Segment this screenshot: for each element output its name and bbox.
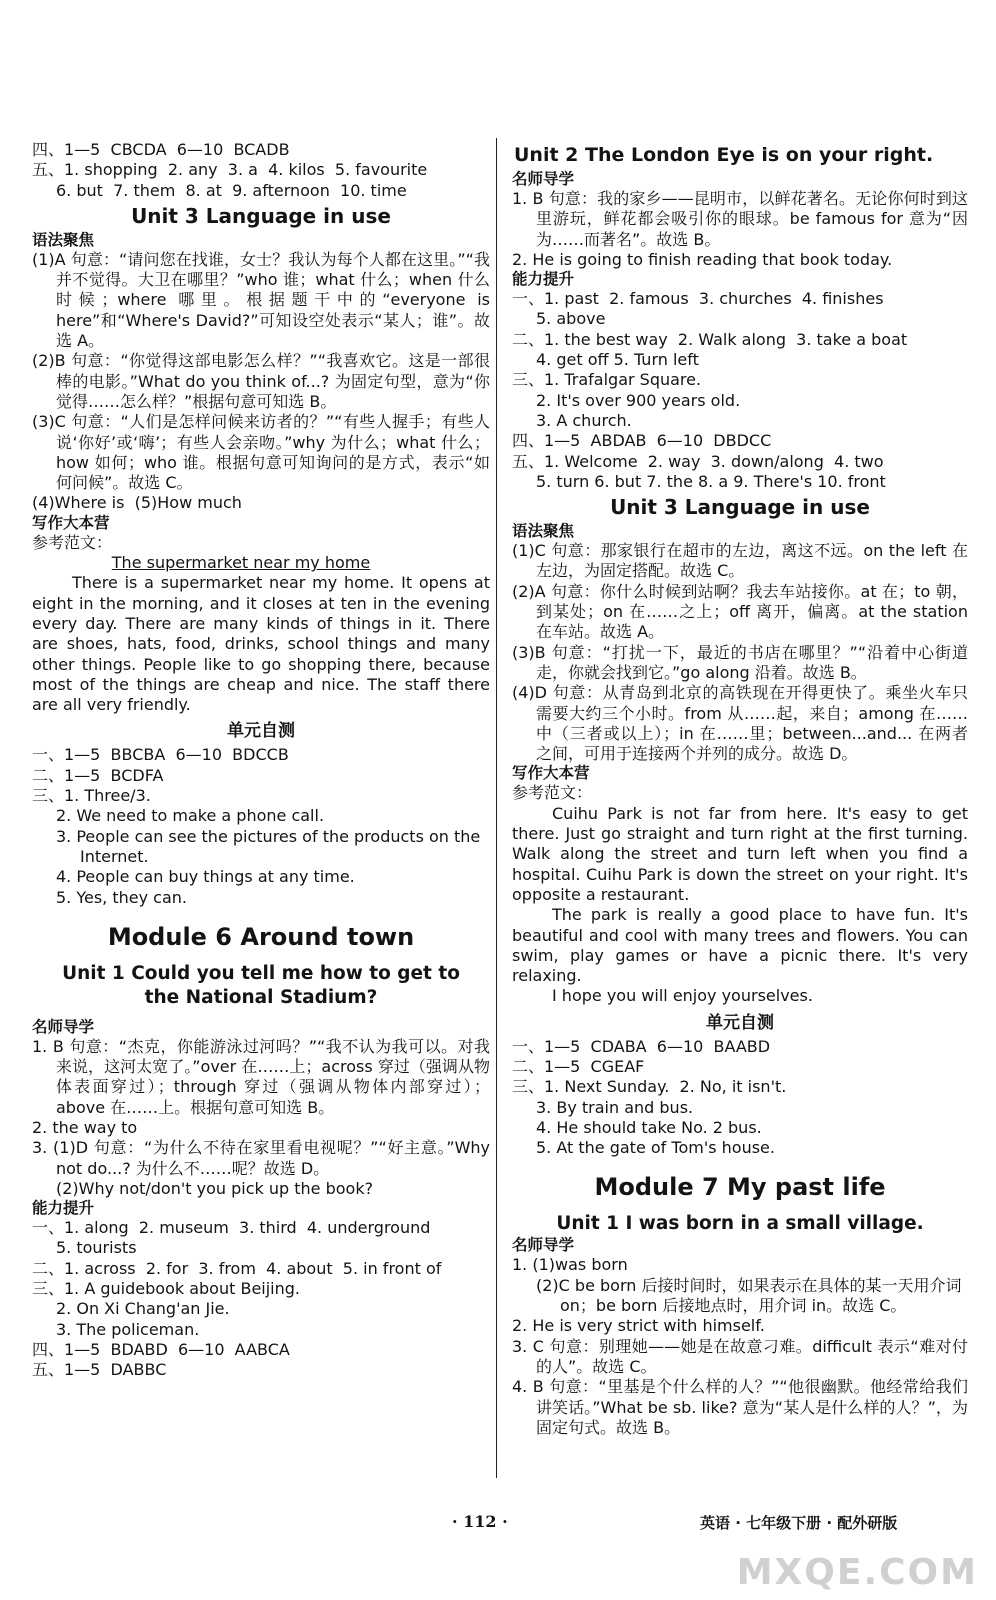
answer-line: 三、1. A guidebook about Beijing. xyxy=(32,1279,301,1299)
answer-line: 三、1. Trafalgar Square. xyxy=(512,370,702,390)
answer-line: 3. The policeman. xyxy=(56,1319,200,1339)
answer-line: (4)Where is (5)How much xyxy=(32,493,242,513)
essay-body: The park is really a good place to have fun. It's beautiful and cool with many trees and flowers. You can swim, play games or have a picnic there. It's very relaxing. xyxy=(512,905,968,986)
section-label: 语法聚焦 xyxy=(512,522,575,541)
explanation: (4)D 句意：从青岛到北京的高铁现在开得更快了。乘坐火车只需要大约三个小时。from 从……起，来自；among 在……中（三者或以上）；in 在……里；between...and... 在两者之间，可用于连接两个并列的成分。故选 D。 xyxy=(512,683,968,764)
answer-line: 2. It's over 900 years old. xyxy=(536,390,741,410)
answer-line: 2. the way to xyxy=(32,1117,138,1137)
sample-label: 参考范文： xyxy=(32,532,113,552)
unit-heading-cont: the National Stadium? xyxy=(144,986,378,1008)
answer-line: 5. above xyxy=(536,309,606,329)
right-column xyxy=(512,140,968,1438)
unit-heading: Unit 3 Language in use xyxy=(131,203,391,228)
explanation: (2)B 句意：“你觉得这部电影怎么样？”“我喜欢它。这是一部很棒的电影。”What do you think of...? 为固定句型，意为“你觉得……怎么样？”根据句意可知选 B。 xyxy=(32,351,490,411)
unit-heading: Unit 1 I was born in a small village. xyxy=(556,1213,924,1235)
essay-body: There is a supermarket near my home. It opens at eight in the morning, and it closes at ten in the evening every day. There are many kinds of things in it. There are shoes, hats, food, drinks, school things and many other things. People like to go shopping there, because most of the things are cheap and nice. The staff there are all very friendly. xyxy=(32,573,490,715)
answer-line: 一、1—5 CDABA 6—10 BAABD xyxy=(512,1036,771,1056)
explanation: (3)C 句意：“人们是怎样问候来访者的？”“有些人握手；有些人说‘你好’或‘嗨’；有些人会亲吻。”why 为什么；what 什么；how 如何；who 谁。根据句意可知询问的是方式，表示“如何问候”。故选 C。 xyxy=(32,412,490,493)
unit-heading: Unit 1 Could you tell me how to get to xyxy=(62,962,460,984)
answer-line: 三、1. Next Sunday. 2. No, it isn't. xyxy=(512,1077,787,1097)
answer-line: (2)Why not/don't you pick up the book? xyxy=(56,1178,374,1198)
answer-line: 五、1. shopping 2. any 3. a 4. kilos 5. favourite xyxy=(32,160,428,180)
module-heading: Module 7 My past life xyxy=(594,1173,886,1202)
answer-line: 四、1—5 ABDAB 6—10 DBDCC xyxy=(512,431,772,451)
answer-line: 5. turn 6. but 7. the 8. a 9. There's 10. front xyxy=(536,471,886,491)
section-label: 能力提升 xyxy=(32,1199,95,1218)
unit-heading: Unit 2 The London Eye is on your right. xyxy=(514,144,934,166)
answer-line: 5. At the gate of Tom's house. xyxy=(536,1138,775,1158)
answer-line: 五、1. Welcome 2. way 3. down/along 4. two xyxy=(512,451,884,471)
answer-line: 5. tourists xyxy=(56,1238,137,1258)
explanation: 3. (1)D 句意：“为什么不待在家里看电视呢？”“好主意。”Why not do...? 为什么不……呢？故选 D。 xyxy=(32,1138,490,1178)
section-label: 名师导学 xyxy=(512,1236,575,1255)
answer-line: 2. He is going to finish reading that book today. xyxy=(512,249,893,269)
answer-line: 4. get off 5. Turn left xyxy=(536,350,699,370)
essay-title: The supermarket near my home xyxy=(111,553,371,573)
section-label: 名师导学 xyxy=(32,1017,95,1036)
module-heading: Module 6 Around town xyxy=(107,922,415,951)
left-column xyxy=(32,140,490,1381)
section-label: 写作大本营 xyxy=(32,513,110,532)
explanation: 4. B 句意：“里基是个什么样的人？”“他很幽默。他经常给我们讲笑话。”What be sb. like? 意为“某人是什么样的人？”，为固定句式。故选 B。 xyxy=(512,1377,968,1437)
answer-line: 5. Yes, they can. xyxy=(56,887,187,907)
answer-line: 1. (1)was born xyxy=(512,1255,628,1275)
answer-line: 四、1—5 BDABD 6—10 AABCA xyxy=(32,1339,290,1359)
section-label: 写作大本营 xyxy=(512,764,590,783)
unit-heading: Unit 3 Language in use xyxy=(610,495,870,520)
explanation: (2)C be born 后接时间时，如果表示在具体的某一天用介词 on；be born 后接地点时，用介词 in。故选 C。 xyxy=(536,1275,962,1316)
column-divider xyxy=(496,138,497,1478)
answer-line: 三、1. Three/3. xyxy=(32,786,151,806)
answer-line: 二、1. the best way 2. Walk along 3. take a boat xyxy=(512,329,908,349)
watermark-logo: MXQE.COM xyxy=(736,1552,978,1593)
sample-label: 参考范文： xyxy=(512,783,593,803)
answer-line: 3. By train and bus. xyxy=(536,1097,694,1117)
explanation: (3)B 句意：“打扰一下，最近的书店在哪里？”“沿着中心街道走，你就会找到它。”go along 沿着。故选 B。 xyxy=(512,642,968,682)
answer-line: 4. People can buy things at any time. xyxy=(56,867,355,887)
answer-line: 3. A church. xyxy=(536,410,632,430)
section-label: 语法聚焦 xyxy=(32,230,95,249)
explanation: (1)A 句意：“请问您在找谁，女士？我认为每个人都在这里。”“我并不觉得。大卫在哪里？”who 谁；what 什么；when 什么时候；where 哪里。根据题干中的“everyone is here”和“Where's David?”可知设空处表示“某人；谁”。故选 A。 xyxy=(32,249,490,351)
essay-body: Cuihu Park is not far from here. It's easy to get there. Just go straight and turn right at the first turning. Walk along the street and turn left when you find a hospital. Cuihu Park is down the street on your right. It's opposite a restaurant. xyxy=(512,803,968,904)
answer-line: 2. He is very strict with himself. xyxy=(512,1316,765,1336)
section-label: 能力提升 xyxy=(512,270,575,289)
answer-line: 二、1—5 CGEAF xyxy=(512,1056,645,1076)
explanation: 1. B 句意：“杰克，你能游泳过河吗？”“我不认为我可以。对我来说，这河太宽了。”over 在……上；across 穿过（强调从物体表面穿过）；through 穿过（强调从物体内部穿过）；above 在……上。根据句意可知选 B。 xyxy=(32,1036,490,1117)
explanation: (1)C 句意：那家银行在超市的左边，离这不远。on the left 在左边，为固定搭配。故选 C。 xyxy=(512,541,968,581)
self-test-heading: 单元自测 xyxy=(227,721,295,742)
answer-line: 6. but 7. them 8. at 9. afternoon 10. time xyxy=(56,180,407,200)
explanation: 1. B 句意：我的家乡——昆明市，以鲜花著名。无论你何时到这里游玩，鲜花都会吸引你的眼球。be famous for 意为“因为……而著名”。故选 B。 xyxy=(512,189,968,249)
self-test-heading: 单元自测 xyxy=(706,1012,774,1033)
answer-line: 四、1—5 CBCDA 6—10 BCADB xyxy=(32,140,290,159)
answer-line: 五、1—5 DABBC xyxy=(32,1360,167,1380)
answer-line: 二、1. across 2. for 3. from 4. about 5. in front of xyxy=(32,1258,442,1278)
answer-line: 一、1—5 BBCBA 6—10 BDCCB xyxy=(32,745,289,765)
explanation: 3. C 句意：别理她——她是在故意刁难。difficult 表示“难对付的人”。故选 C。 xyxy=(512,1336,968,1376)
essay-body: I hope you will enjoy yourselves. xyxy=(552,986,813,1006)
answer-line: 4. He should take No. 2 bus. xyxy=(536,1117,762,1137)
explanation: (2)A 句意：你什么时候到站啊？我去车站接你。at 在；to 朝，到某处；on 在……之上；off 离开，偏离。at the station 在车站。故选 A。 xyxy=(512,581,968,642)
answer-line: 一、1. along 2. museum 3. third 4. underground xyxy=(32,1218,431,1238)
book-title: 英语 · 七年级下册 · 配外研版 xyxy=(700,1514,898,1532)
answer-line: 3. People can see the pictures of the products on the Internet. xyxy=(56,826,481,866)
answer-line: 一、1. past 2. famous 3. churches 4. finishes xyxy=(512,289,884,309)
answer-line: 2. On Xi Chang'an Jie. xyxy=(56,1299,230,1319)
answer-line: 二、1—5 BCDFA xyxy=(32,765,164,785)
page-number: · 112 · xyxy=(452,1512,508,1531)
section-label: 名师导学 xyxy=(512,170,575,188)
answer-line: 2. We need to make a phone call. xyxy=(56,806,325,826)
